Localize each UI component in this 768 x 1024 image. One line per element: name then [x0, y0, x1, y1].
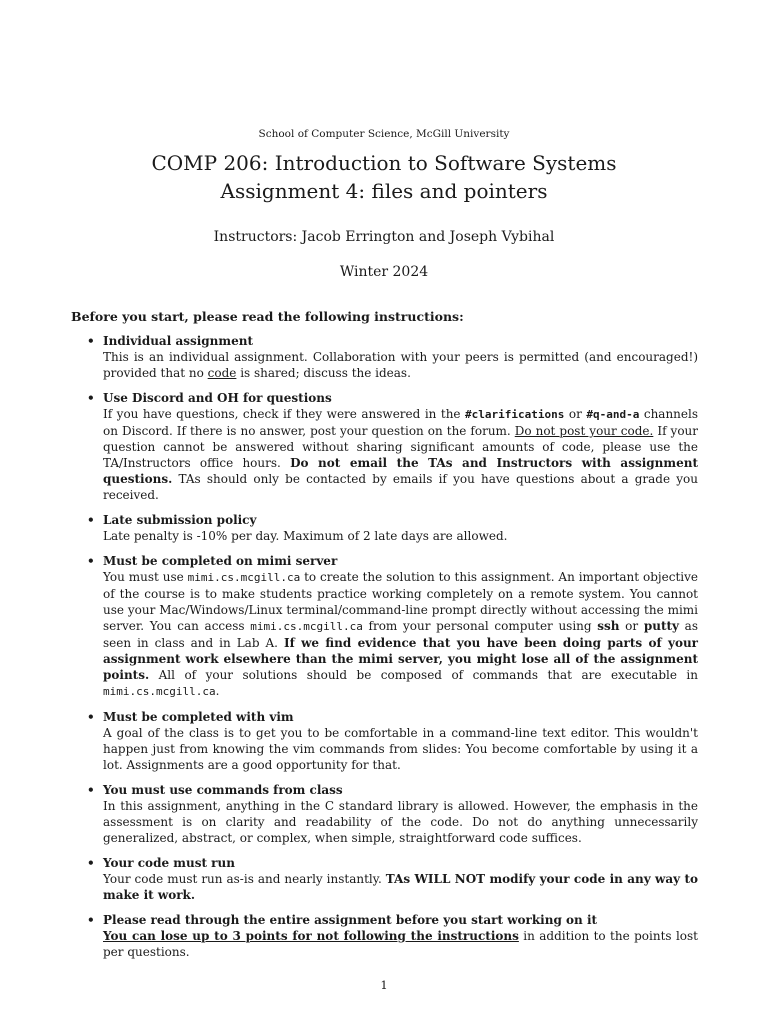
bullet-icon: • — [87, 710, 95, 724]
item-text: Late penalty is -10% per day. Maximum of 2 late days are allowed. — [103, 529, 508, 543]
item-title: Your code must run — [103, 856, 235, 870]
item-text: In this assignment, anything in the C standard library is allowed. However, the emphasis in the assessment is on clarity and readability of the code. Do not do anything unnecessarily generalized, abstract, or complex, when simple, straightforward code suffices. — [103, 799, 698, 845]
channel-q-and-a: #q-and-a — [586, 408, 640, 421]
item-text: If you have questions, check if they were answered in the — [103, 407, 466, 421]
item-text-bold: ssh — [597, 619, 620, 633]
item-text: from your personal computer using — [362, 619, 598, 633]
assignment-title: Assignment 4: files and pointers — [220, 179, 548, 203]
school-name: School of Computer Science, McGill University — [258, 128, 510, 140]
item-text: A goal of the class is to get you to be comfortable in a command-line text editor. This wouldn't happen just from knowing the vim commands from slides: You become comfortable by using it a lot. Assignments are a good opportunity for that. — [103, 726, 698, 772]
item-title: Must be completed with vim — [103, 710, 294, 724]
item-text: in addition to the points lost per questions. — [103, 929, 698, 959]
item-title: You must use commands from class — [103, 783, 343, 797]
item-text: as seen in class and in Lab A. — [103, 619, 698, 650]
hostname: mimi.cs.mcgill.ca — [250, 620, 363, 633]
item-text: channels on Discord. If there is no answer, post your question on the forum. — [103, 407, 699, 438]
item-text: to create the solution to this assignment. An important objective of the course is to make students practice working completely on a remote system. You cannot use your Mac/Windows/Linux terminal/command-line prompt directly without accessing the mimi server. You can access — [103, 570, 698, 633]
bullet-icon: • — [87, 783, 95, 797]
document-title — [0, 149, 768, 205]
item-text-underline: Do not post your code. — [514, 424, 654, 438]
hostname: mimi.cs.mcgill.ca — [103, 685, 216, 698]
item-text: All of your solutions should be composed of commands that are executable in — [149, 668, 698, 682]
item-text: . — [215, 684, 220, 698]
bullet-icon: • — [87, 513, 95, 527]
bullet-icon: • — [87, 334, 95, 348]
item-title: Please read through the entire assignment before you start working on it — [103, 913, 598, 927]
bullet-icon: • — [87, 391, 95, 405]
item-text: is shared; discuss the ideas. — [236, 366, 411, 380]
list-item-mimi — [85, 553, 698, 700]
item-text: If your question cannot be answered without sharing significant amounts of code, please use the TA/Instructors office hours. — [103, 424, 699, 470]
item-text: TAs should only be contacted by emails if you have questions about a grade you received. — [103, 472, 698, 502]
intro-heading: Before you start, please read the following instructions: — [71, 309, 464, 324]
list-item-discord — [85, 390, 698, 503]
list-item-run — [85, 855, 698, 903]
course-title: COMP 206: Introduction to Software Systems — [151, 151, 617, 175]
item-text-bold: TAs WILL NOT modify your code in any way to make it work. — [103, 872, 699, 902]
list-item-read — [85, 912, 698, 960]
item-text-underline: code — [207, 366, 237, 380]
item-text-bold: putty — [643, 619, 680, 633]
list-item-individual — [85, 333, 698, 381]
bullet-icon: • — [87, 856, 95, 870]
page-number: 1 — [380, 978, 388, 992]
instructions-list — [85, 333, 698, 969]
item-text: Your code must run as-is and nearly instantly. — [103, 872, 386, 886]
item-title: Individual assignment — [103, 334, 254, 348]
item-text-bold-underline: You can lose up to 3 points for not following the instructions — [103, 929, 519, 943]
bullet-icon: • — [87, 913, 95, 927]
item-text-bold: If we find evidence that you have been doing parts of your assignment work elsewhere than the mimi server, you might lose all of the assignment points. — [103, 636, 698, 682]
hostname: mimi.cs.mcgill.ca — [187, 571, 301, 584]
channel-clarifications: #clarifications — [465, 408, 565, 421]
item-title: Must be completed on mimi server — [103, 554, 338, 568]
item-title: Late submission policy — [103, 513, 257, 527]
item-text: This is an individual assignment. Collaboration with your peers is permitted (and encouraged!) provided that no — [103, 350, 698, 380]
item-title: Use Discord and OH for questions — [103, 391, 332, 405]
list-item-late — [85, 512, 698, 544]
item-text: or — [564, 407, 587, 421]
term: Winter 2024 — [339, 264, 429, 280]
list-item-commands — [85, 782, 698, 846]
bullet-icon: • — [87, 554, 95, 568]
item-text: You must use — [103, 570, 188, 584]
item-text-bold: Do not email the TAs and Instructors with assignment questions. — [103, 456, 698, 486]
list-item-vim — [85, 709, 698, 773]
instructors: Instructors: Jacob Errington and Joseph Vybihal — [213, 229, 555, 245]
item-text: or — [619, 619, 644, 633]
